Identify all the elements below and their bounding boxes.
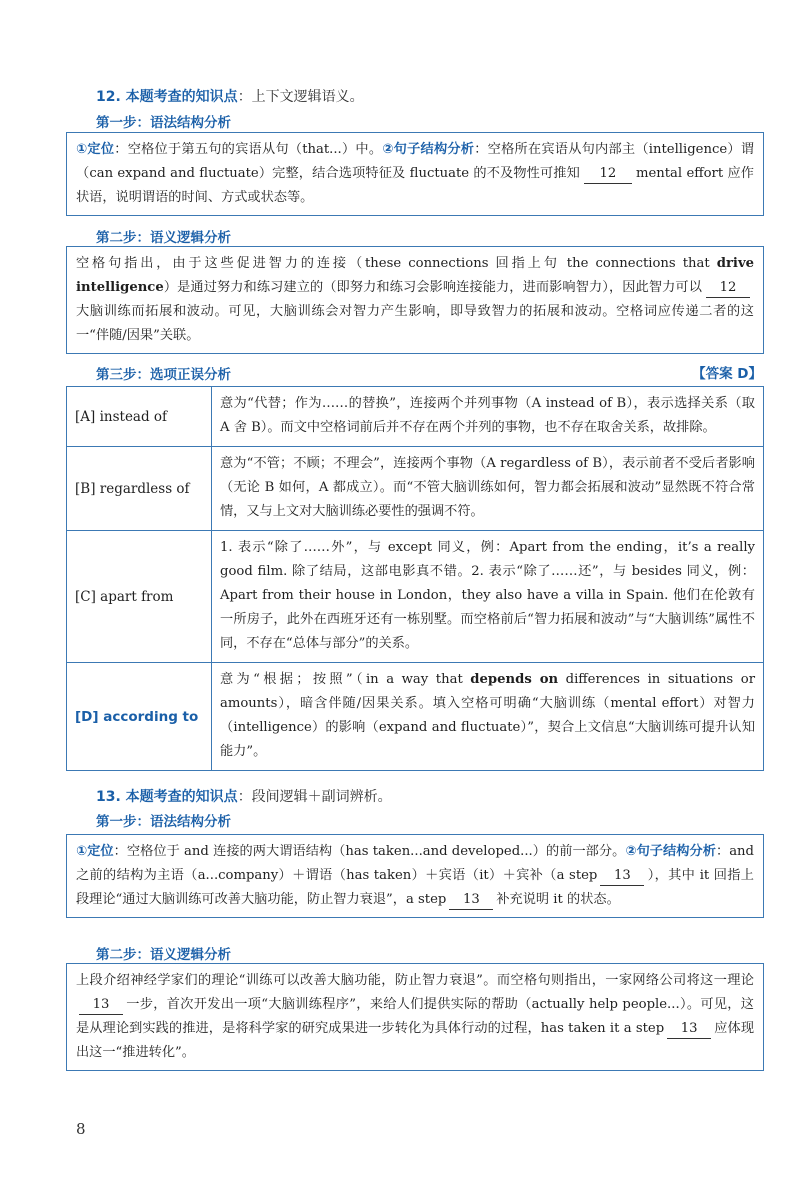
options-table xyxy=(66,386,764,771)
depends-on-phrase: depends on xyxy=(470,672,559,687)
answer-blank: 13 xyxy=(667,1020,711,1039)
q13-step1-title: 第一步：语法结构分析 xyxy=(96,814,231,830)
option-label: [B] regardless of xyxy=(67,447,212,531)
q12-box2-text1: 空格句指出，由于这些促进智力的连接（these connections 回指上句 the connections that xyxy=(76,256,717,271)
option-desc xyxy=(212,663,764,771)
q13-box1-text2: ：and 之前的结构为主语（a...company）＋谓语（has taken）＋宾语（it）＋宾补（a step xyxy=(76,844,754,883)
answer-label: 【答案 D】 xyxy=(692,366,762,382)
q12-box2-text3: 大脑训练而拓展和波动。可见，大脑训练会对智力产生影响，即导致智力的拓展和波动。空格词应传递二者的这一“伴随/因果”关联。 xyxy=(76,304,754,343)
option-row-a xyxy=(67,387,764,447)
locate-tag: ①定位 xyxy=(76,844,114,859)
q13-heading-rest: ：段间逻辑＋副词辨析。 xyxy=(237,789,392,805)
q12-heading-rest: ：上下文逻辑语义。 xyxy=(237,89,364,105)
q12-box1-text2: ：空格所在宾语从句内部主（intelligence）谓（can expand and fluctuate）完整，结合选项特征及 fluctuate 的不及物性可推知 xyxy=(76,142,755,181)
option-d-desc-a: 意为“根据；按照”（in a way that xyxy=(220,672,471,687)
q12-semantic-box xyxy=(66,246,764,354)
q12-step1-title: 第一步：语法结构分析 xyxy=(96,115,231,131)
answer-blank: 13 xyxy=(79,996,123,1015)
option-label-correct: [D] according to xyxy=(67,663,212,771)
q12-heading xyxy=(96,86,364,106)
drive-intelligence-phrase: drive intelligence xyxy=(76,256,754,295)
q13-semantic-box xyxy=(66,963,764,1071)
q13-step2-title: 第二步：语义逻辑分析 xyxy=(96,947,231,963)
option-row-d xyxy=(67,663,764,771)
q12-step2-title: 第二步：语义逻辑分析 xyxy=(96,230,231,246)
answer-blank: 13 xyxy=(600,867,644,886)
q13-box1-text1: ：空格位于 and 连接的两大谓语结构（has taken...and developed...）的前一部分。 xyxy=(113,844,626,859)
q12-grammar-box xyxy=(66,132,764,216)
q13-box1-text3: ），其中 it 回指上段理论“通过大脑训练可改善大脑功能，防止智力衰退”，a step xyxy=(76,868,754,907)
option-row-b xyxy=(67,447,764,531)
q13-heading-lead: 13. 本题考查的知识点 xyxy=(96,789,238,805)
answer-blank: 12 xyxy=(584,165,632,184)
q12-box2-text2: ）是通过努力和练习建立的（即努力和练习会影响连接能力，进而影响智力），因此智力可以 xyxy=(163,280,702,295)
structure-tag: ②句子结构分析 xyxy=(382,142,475,157)
q13-box2-text2: 一步，首次开发出一项“大脑训练程序”，来给人们提供实际的帮助（actually help people...）。可见，这是从理论到实践的推进，是将科学家的研究成果进一步转化为具体行动的过程，has taken it a step xyxy=(76,997,754,1036)
option-desc: 1. 表示“除了……外”，与 except 同义，例：Apart from the ending，it’s a really good film. 除了结局，这部电影真不错。2. 表示“除了……还”，与 besides 同义，例：Apart from their house in London，they also have a villa in Spain. 他们在伦敦有一所房子，此外在西班牙还有一栋别墅。而空格前后“智力拓展和波动”与“大脑训练”属性不同，不存在“总体与部分”的关系。 xyxy=(212,531,764,663)
locate-tag: ①定位 xyxy=(76,142,115,157)
q12-heading-lead: 12. 本题考查的知识点 xyxy=(96,89,238,105)
q13-box2-text1: 上段介绍神经学家们的理论“训练可以改善大脑功能，防止智力衰退”。而空格句则指出，一家网络公司将这一理论 xyxy=(76,973,754,988)
q12-step3-title: 第三步：选项正误分析 xyxy=(96,367,231,383)
structure-tag: ②句子结构分析 xyxy=(625,844,716,859)
option-label: [A] instead of xyxy=(67,387,212,447)
option-desc: 意为“不管；不顾；不理会”，连接两个事物（A regardless of B），表示前者不受后者影响（无论 B 如何，A 都成立）。而“不管大脑训练如何，智力都会拓展和波动”显然既不符合常情，又与上文对大脑训练必要性的强调不符。 xyxy=(212,447,764,531)
q13-heading xyxy=(96,786,392,806)
q12-box1-text1: ：空格位于第五句的宾语从句（that...）中。 xyxy=(114,142,383,157)
option-d-desc-c: differences in situations or amounts），暗含伴随/因果关系。填入空格可明确“大脑训练（mental effort）对智力（intelligence）的影响（expand and fluctuate）”，契合上文信息“大脑训练可提升认知能力”。 xyxy=(220,672,755,759)
q13-box1-text4: 补充说明 it 的状态。 xyxy=(496,892,620,907)
answer-blank: 13 xyxy=(449,891,493,910)
q13-box2-text3: 应体现出这一“推进转化”。 xyxy=(76,1021,755,1060)
q13-grammar-box xyxy=(66,834,764,918)
answer-blank: 12 xyxy=(706,279,750,298)
page-number: 8 xyxy=(76,1120,86,1138)
option-desc: 意为“代替；作为……的替换”，连接两个并列事物（A instead of B），表示选择关系（取 A 舍 B）。而文中空格词前后并不存在两个并列的事物，也不存在取舍关系，故排除。 xyxy=(212,387,764,447)
option-label: [C] apart from xyxy=(67,531,212,663)
q12-box1-text3: mental effort 应作状语，说明谓语的时间、方式或状态等。 xyxy=(76,166,754,205)
option-row-c xyxy=(67,531,764,663)
